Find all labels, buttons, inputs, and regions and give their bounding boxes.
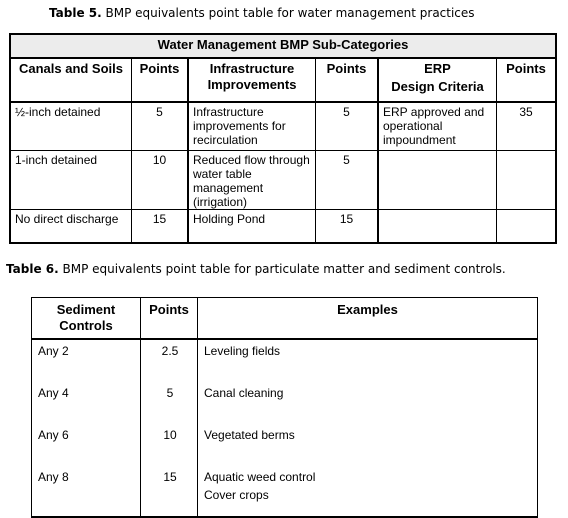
cell: 35	[497, 102, 557, 151]
cell: 15	[316, 210, 379, 244]
cell	[198, 466, 538, 517]
table-row	[32, 339, 538, 382]
header-points: Points	[141, 298, 198, 340]
header-points-1: Points	[132, 58, 189, 102]
header-erp-line2: Design Criteria	[391, 79, 484, 94]
header-examples: Examples	[198, 298, 538, 340]
example-item: Aquatic weed control	[204, 470, 316, 484]
cell: Any 6	[32, 424, 141, 466]
header-canals-soils: Canals and Soils	[10, 58, 132, 102]
cell: ERP approved and operational impoundment	[378, 102, 497, 151]
cell: Any 2	[32, 339, 141, 382]
cell: Vegetated berms	[198, 424, 538, 466]
example-item: Cover crops	[204, 488, 269, 502]
cell: Holding Pond	[188, 210, 316, 244]
header-erp-line1: ERP	[424, 61, 451, 76]
table6-caption	[6, 262, 506, 276]
table5-header-row	[10, 58, 556, 102]
cell	[497, 151, 557, 210]
cell: Canal cleaning	[198, 382, 538, 424]
table6-caption-text: BMP equivalents point table for particulate matter and sediment controls.	[62, 262, 506, 276]
cell: No direct discharge	[10, 210, 132, 244]
cell: 5	[141, 382, 198, 424]
table-row	[32, 382, 538, 424]
cell: 5	[316, 102, 379, 151]
header-infrastructure: Infrastructure Improvements	[188, 58, 316, 102]
cell: ½-inch detained	[10, 102, 132, 151]
cell: Leveling fields	[198, 339, 538, 382]
cell: 5	[132, 102, 189, 151]
cell: Infrastructure improvements for recirculation	[188, 102, 316, 151]
water-management-table	[9, 33, 557, 244]
cell: 5	[316, 151, 379, 210]
table6-caption-label: Table 6.	[6, 262, 59, 276]
cell: 15	[141, 466, 198, 517]
table-row	[10, 151, 556, 210]
cell	[378, 151, 497, 210]
cell: Any 4	[32, 382, 141, 424]
cell: Reduced flow through water table management (irrigation)	[188, 151, 316, 210]
table5-banner: Water Management BMP Sub-Categories	[10, 34, 556, 58]
table-row	[10, 210, 556, 244]
cell: 10	[141, 424, 198, 466]
cell: 10	[132, 151, 189, 210]
table-row	[32, 466, 538, 517]
cell	[378, 210, 497, 244]
table6-header-row	[32, 298, 538, 340]
table5-caption-text: BMP equivalents point table for water management practices	[105, 6, 475, 20]
header-sediment-controls: Sediment Controls	[32, 298, 141, 340]
table5-caption-label: Table 5.	[49, 6, 102, 20]
cell: Any 8	[32, 466, 141, 517]
cell: 2.5	[141, 339, 198, 382]
table-row	[32, 424, 538, 466]
cell: 1-inch detained	[10, 151, 132, 210]
table-row	[10, 102, 556, 151]
header-erp	[378, 58, 497, 102]
cell: 15	[132, 210, 189, 244]
header-points-3: Points	[497, 58, 557, 102]
header-points-2: Points	[316, 58, 379, 102]
cell	[497, 210, 557, 244]
sediment-controls-table	[31, 297, 538, 518]
table5-caption	[49, 6, 475, 20]
